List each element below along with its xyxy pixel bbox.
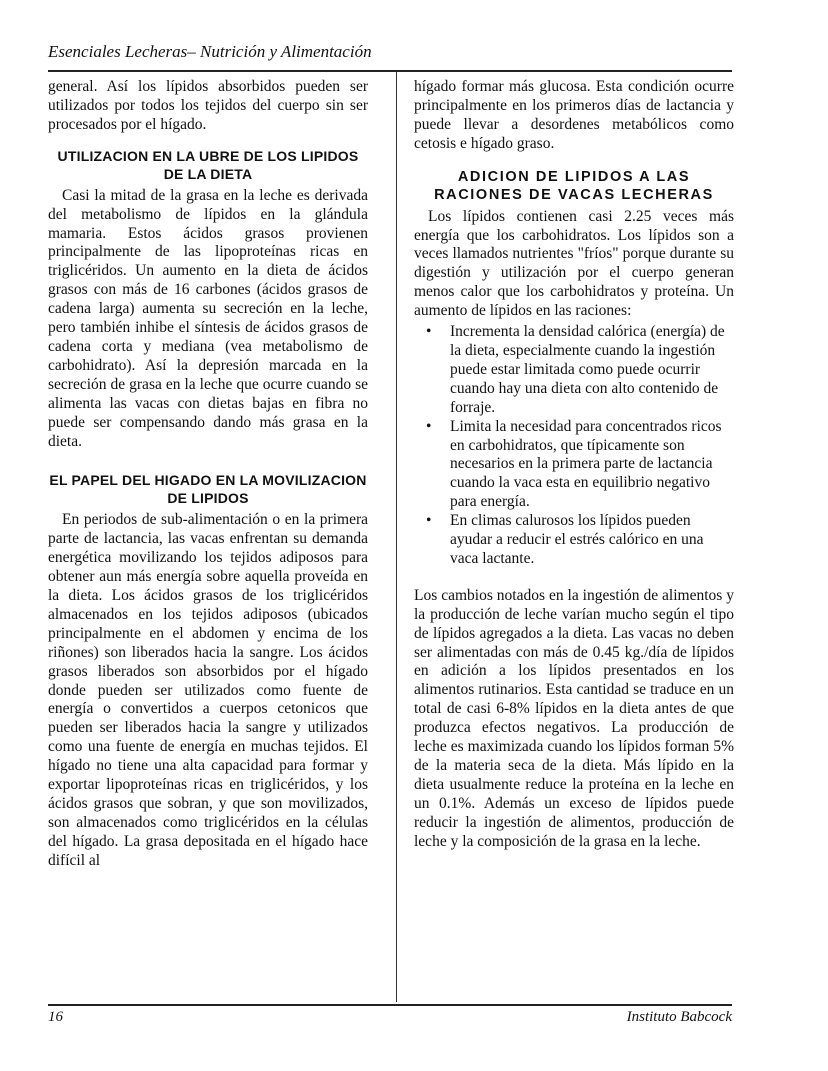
list-item (426, 417, 734, 513)
closing-paragraph: Los cambios notados en la ingestión de alimentos y la producción de leche varían mucho según el tipo de lípidos agregados a la dieta. Las vacas no deben ser alimentadas con más de 0.45 kg./día de lípidos en adición a los lípidos presentados en los alimentos rutinarios. Esta cantidad se traduce en un total de casi 6-8% lípidos en la dieta antes de que produzca efectos negativos. La producción de leche es maximizada cuando los lípidos forman 5% de la materia seca de la dieta. Más lípido en la dieta usualmente reduce la proteína en la leche en un 0.1%. Además un exceso de lípidos puede reducir la ingestión de alimentos, producción de leche y la composición de la grasa en la leche. (414, 586, 734, 850)
list-item (426, 512, 734, 569)
benefits-list (414, 323, 734, 569)
list-item-text: En climas calurosos los lípidos pueden ayudar a reducir el estrés calórico en una vaca lactante. (450, 512, 704, 567)
section-heading-liver: EL PAPEL DEL HIGADO EN LA MOVILIZACION DE LIPIDOS (49, 472, 367, 507)
list-item-text: Limita la necesidad para concentrados ricos en carbohidratos, que típicamente son necesarios en la primera parte de lactancia cuando la vaca esta en equilibrio negativo para energía. (450, 417, 722, 511)
column-divider (396, 72, 397, 1002)
left-column (48, 78, 368, 871)
list-item-text: Incrementa la densidad calórica (energía) de la dieta, especialmente cuando la ingestión puede estar limitada como puede ocurrir cuando hay una dieta con alto contenido de forraje. (450, 323, 725, 416)
publisher-name: Instituto Babcock (626, 1009, 732, 1025)
bullet-icon: • (426, 417, 432, 435)
section-paragraph-udder: Casi la mitad de la grasa en la leche es derivada del metabolismo de lípidos en la glándula mamaria. Estos ácidos grasos provienen principalmente de las lipoproteínas ricas en triglicéridos. Un aumento en la dieta de ácidos grasos con más de 16 carbones (ácidos grasos de cadena larga) aumenta su secreción en la leche, pero también inhibe el síntesis de ácidos grasos de cadena corta y mediana (vea metabolismo de carbohidrato). Así la depresión marcada en la secreción de grasa en la leche que ocurre cuando se alimenta las vacas con dietas bajas en fibra no puede ser compensando dando más grasa en la dieta. (48, 186, 368, 450)
bullet-icon: • (426, 512, 432, 530)
list-item (426, 323, 734, 418)
section-paragraph-lipid-addition: Los lípidos contienen casi 2.25 veces más energía que los carbohidratos. Los lípidos son a veces llamados nutrientes "fríos" porque durante su digestión y utilización por el cuerpo generan menos calor que los carbohidratos y proteína. Un aumento de lípidos en las raciones: (414, 207, 734, 320)
intro-paragraph-left: general. Así los lípidos absorbidos pueden ser utilizados por todos los tejidos del cuerpo sin ser procesados por el hígado. (48, 78, 368, 133)
section-heading-lipid-addition: ADICION DE LIPIDOS A LAS RACIONES DE VACAS LECHERAS (434, 168, 714, 203)
spacer (414, 569, 734, 587)
right-column (414, 78, 734, 852)
intro-paragraph-right: hígado formar más glucosa. Esta condición ocurre principalmente en los primeros días de lactancia y puede llevar a desordenes metabólicos como cetosis e hígado graso. (414, 78, 734, 152)
header-rule (48, 70, 732, 72)
section-paragraph-liver: En periodos de sub-alimentación o en la primera parte de lactancia, las vacas enfrentan su demanda energética movilizando los tejidos adiposos para obtener aun más energía sobre aquella proveída en la dieta. Los ácidos grasos de los triglicéridos almacenados en los tejidos adiposos (ubicados principalmente en el abdomen y encima de los riñones) son liberados hacia la sangre. Los ácidos grasos liberados son absorbidos por el hígado donde pueden ser utilizados como fuente de energía o convertidos a cuerpos cetonicos que pueden ser liberados hacia la sangre y utilizados como una fuente de energía en muchas tejidos. El hígado no tiene una alta capacidad para formar y exportar lipoproteínas ricas en triglicéridos, y los ácidos grasos que sobran, y que son movilizados, son almacenados como triglicéridos en la células del hígado. La grasa depositada en el hígado hace difícil al (48, 511, 368, 869)
footer-rule (48, 1004, 732, 1006)
bullet-icon: • (426, 323, 432, 341)
running-title: Esenciales Lecheras– Nutrición y Alimentación (48, 42, 372, 61)
page-number: 16 (48, 1009, 63, 1025)
section-heading-udder: UTILIZACION EN LA UBRE DE LOS LIPIDOS DE LA DIETA (57, 147, 359, 182)
